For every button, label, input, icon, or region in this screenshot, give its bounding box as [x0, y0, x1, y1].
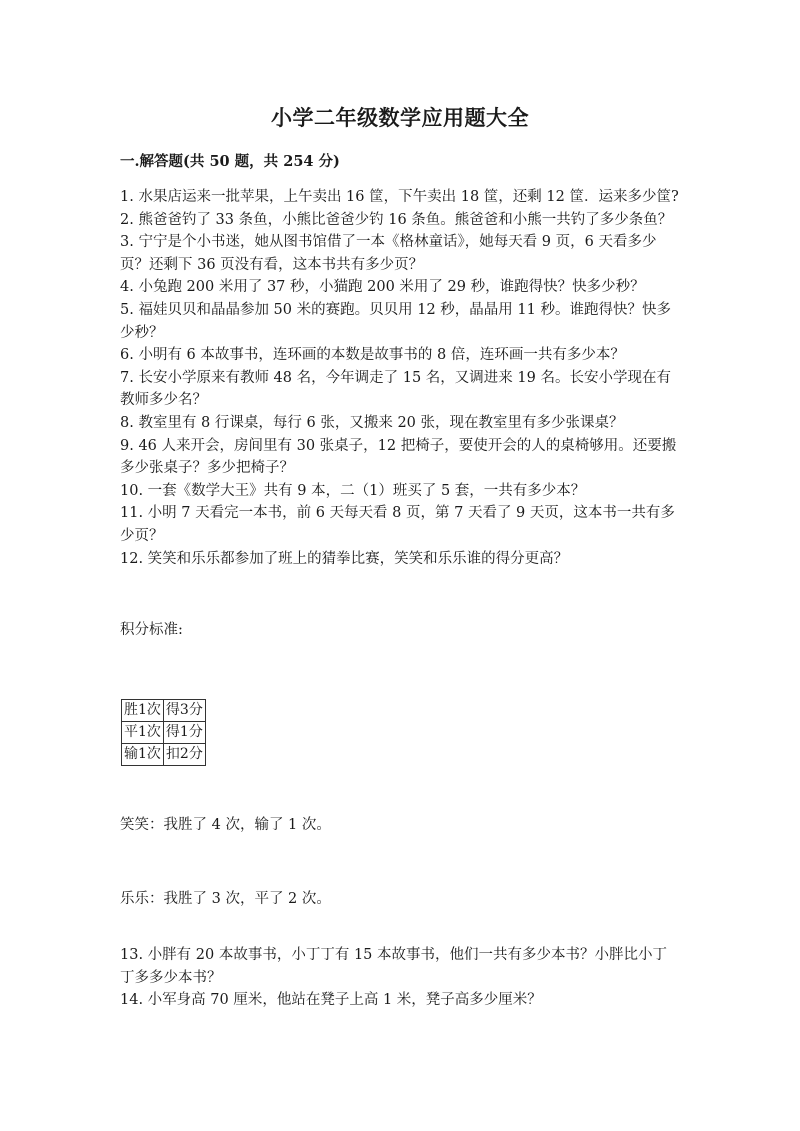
table-cell: 得1分 [163, 722, 205, 744]
table-cell: 扣2分 [163, 744, 205, 766]
table-row [122, 744, 206, 766]
question-list [120, 186, 680, 570]
score-table [121, 699, 206, 766]
question-7: 7. 长安小学原来有教师 48 名，今年调走了 15 名，又调进来 19 名。长安小学现在有教师多少名？ [120, 369, 671, 409]
question-4: 4. 小兔跑 200 米用了 37 秒，小猫跑 200 米用了 29 秒，谁跑得快？快多少秒？ [120, 279, 645, 296]
table-row [122, 700, 206, 722]
scoring-label: 积分标准: [120, 622, 183, 638]
question-13: 13. 小胖有 20 本故事书，小丁丁有 15 本故事书，他们一共有多少本书？小胖比小丁丁多多少本书？ [120, 947, 668, 986]
question-2: 2. 熊爸爸钓了 33 条鱼，小熊比爸爸少钓 16 条鱼。熊爸爸和小熊一共钓了多少条鱼？ [120, 211, 673, 228]
question-8: 8. 教室里有 8 行课桌，每行 6 张，又搬来 20 张，现在教室里有多少张课桌？ [120, 414, 624, 431]
question-1: 1. 水果店运来一批苹果，上午卖出 16 筐，下午卖出 18 筐，还剩 12 筐．运来多少筐? [120, 189, 679, 205]
document-title: 小学二年级数学应用题大全 [271, 105, 529, 130]
table-cell: 平1次 [122, 722, 164, 744]
question-12: 12. 笑笑和乐乐都参加了班上的猜拳比赛，笑笑和乐乐谁的得分更高？ [120, 550, 569, 567]
question-11: 11. 小明 7 天看完一本书，前 6 天每天看 8 页，第 7 天看了 9 天页，这本书一共有多少页？ [120, 505, 675, 544]
question-9: 9. 46 人来开会，房间里有 30 张桌子，12 把椅子，要使开会的人的桌椅够用。还要搬多少张桌子？多少把椅子？ [120, 437, 677, 477]
question-6: 6. 小明有 6 本故事书，连环画的本数是故事书的 8 倍，连环画一共有多少本？ [120, 347, 625, 364]
table-cell: 输1次 [122, 744, 164, 766]
lele-result: 乐乐：我胜了 3 次，平了 2 次。 [120, 891, 331, 907]
question-5: 5. 福娃贝贝和晶晶参加 50 米的赛跑。贝贝用 12 秒，晶晶用 11 秒。谁跑得快？快多少秒？ [120, 301, 671, 341]
table-cell: 胜1次 [122, 700, 164, 722]
table-row [122, 722, 206, 744]
question-14: 14. 小军身高 70 厘米，他站在凳子上高 1 米，凳子高多少厘米？ [120, 992, 542, 1009]
table-cell: 得3分 [163, 700, 205, 722]
question-list-continued [120, 944, 680, 1012]
question-10: 10. 一套《数学大王》共有 9 本，二（1）班买了 5 套，一共有多少本？ [120, 482, 586, 499]
question-3: 3. 宁宁是个小书迷，她从图书馆借了一本《格林童话》，她每天看 9 页，6 天看多少页？还剩下 36 页没有看，这本书共有多少页？ [120, 234, 657, 273]
section-heading: 一.解答题(共 50 题，共 254 分) [120, 153, 340, 170]
xiaoxiao-result: 笑笑：我胜了 4 次，输了 1 次。 [120, 817, 331, 833]
